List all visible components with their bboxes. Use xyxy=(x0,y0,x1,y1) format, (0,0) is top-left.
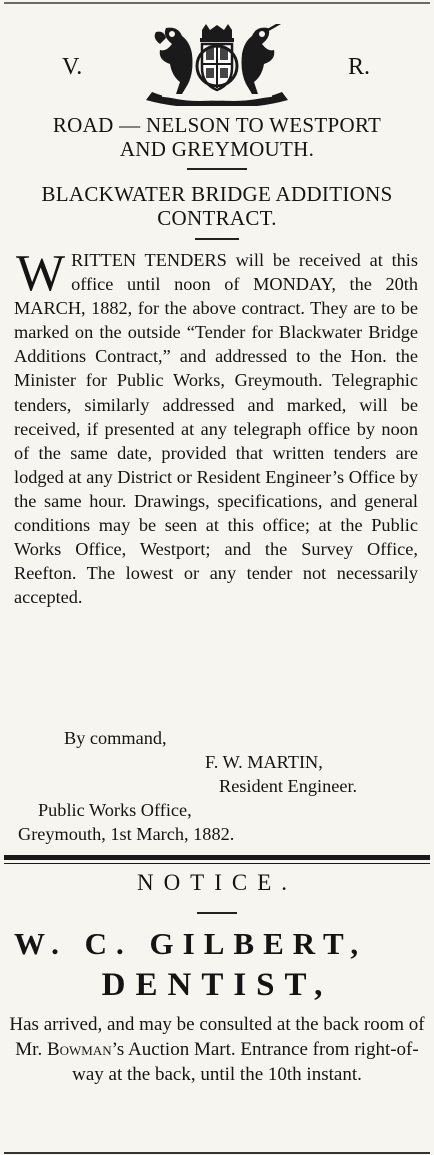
tender-body-text: RITTEN TENDERS will be received at this office until noon of MONDAY, the 20th MARCH, 1882, for the above contract. They are to be marked on the outside “Tender for Blackwater Bridge Additions Contract,” and addressed to the Hon. the Minister for Public Works, Greymouth. Telegraphic tenders, similarly addressed and marked, will be received, if presented at any telegraph office by noon of the same date, provided that written tenders are lodged at any District or Resident Engineer’s Office by the same hour. Drawings, specifications, and general conditions may be seen at this office; at the Public Works Office, Westport; and the Survey Office, Reefton. The lowest or any tender not necessarily accepted. xyxy=(14,250,418,608)
subheading-line-1: BLACKWATER BRIDGE ADDITIONS xyxy=(41,182,393,206)
divider-rule xyxy=(195,238,239,240)
divider-rule xyxy=(187,168,247,170)
signatory-title: Resident Engineer. xyxy=(219,776,358,796)
divider-rule xyxy=(197,912,237,914)
heading-line-1: ROAD — NELSON TO WESTPORT xyxy=(52,113,382,137)
drop-cap: W xyxy=(16,245,66,302)
notice-heading xyxy=(0,113,434,161)
thick-rule xyxy=(4,855,430,860)
signatory-name: F. W. MARTIN, xyxy=(205,752,323,772)
heading-line-2: AND GREYMOUTH. xyxy=(119,137,315,161)
by-command: By command, xyxy=(64,728,167,748)
notice-text-name: Bowman xyxy=(46,1039,112,1060)
royal-coat-of-arms-icon xyxy=(122,24,312,106)
crest-header xyxy=(0,24,434,106)
notice-title: NOTICE. xyxy=(136,870,298,895)
notice-text-part-1: Has arrived, and may be consulted at the back room of Mr. xyxy=(9,1014,425,1060)
bottom-border xyxy=(4,1152,430,1154)
thin-rule xyxy=(4,863,430,864)
tender-body-paragraph xyxy=(14,245,418,609)
office-name: Public Works Office, xyxy=(38,800,192,820)
dentist-notice-text xyxy=(8,1012,426,1087)
crest-letter-left: V. xyxy=(62,54,83,80)
section-separator xyxy=(4,855,430,864)
top-border xyxy=(4,2,430,4)
profession-title: DENTIST, xyxy=(101,967,333,1003)
place-date: Greymouth, 1st March, 1882. xyxy=(18,824,235,844)
subheading-line-2: CONTRACT. xyxy=(157,206,277,230)
dentist-name: W. C. GILBERT, xyxy=(14,926,368,961)
notice-text-part-2: ’s Auction Mart. Entrance from right-of-way at the back, until the 10th instant. xyxy=(72,1039,419,1085)
crest-letter-right: R. xyxy=(348,54,371,80)
contract-subheading xyxy=(0,182,434,230)
